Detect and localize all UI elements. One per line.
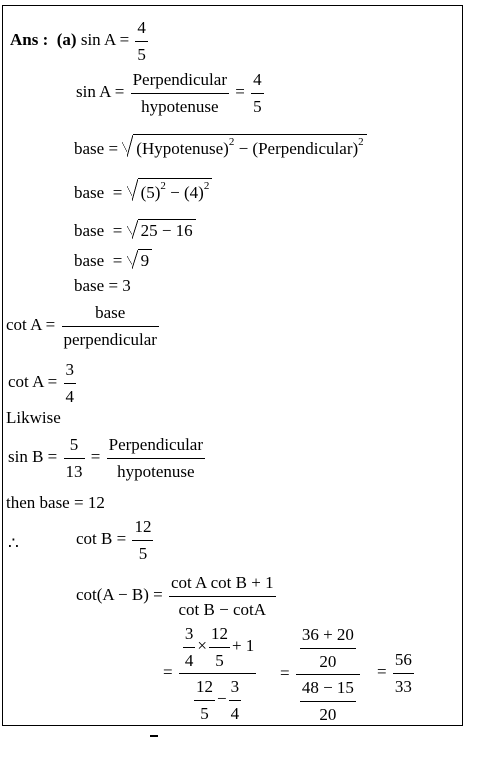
sinA-ratio-den: hypotenuse [141, 96, 219, 116]
four-term: (4) [183, 183, 204, 202]
cot-diff-lhs: cot(A − B) = [76, 584, 163, 604]
sinB-value [64, 435, 85, 481]
bottom-fraction [300, 678, 356, 724]
den: 4 [230, 703, 240, 723]
times-sign: × [197, 635, 207, 655]
sinB-num: 5 [64, 435, 85, 459]
sinA-ratio [131, 70, 229, 116]
sinA-lhs: sin A = [76, 81, 125, 101]
cot-diff-den: cot B − cotA [178, 599, 267, 619]
cotA-num: 3 [64, 360, 77, 384]
power: 2 [228, 136, 235, 148]
answer-label: Ans : [10, 29, 49, 49]
num: 12 [194, 677, 215, 701]
sinA-value-num: 4 [251, 70, 264, 94]
cotA-ratio [62, 303, 159, 349]
equals-sign: = [112, 251, 123, 270]
minus-sign: − [170, 183, 180, 202]
base-diff-root [138, 219, 196, 239]
power: 2 [203, 180, 210, 192]
equals-sign: = [90, 446, 101, 466]
radicand: 25 − 16 [140, 221, 193, 240]
num: 12 [209, 624, 230, 648]
den: 20 [319, 704, 337, 724]
therefore-symbol: ∴ [8, 534, 19, 553]
base-value: base = 3 [74, 276, 131, 295]
cotB-lhs: cot B = [76, 528, 127, 548]
sinA-value-den: 5 [253, 96, 262, 116]
step2-top [296, 625, 360, 675]
base-root [74, 249, 152, 269]
perpendicular-term: (Perpendicular) [252, 139, 359, 158]
sinA-ratio-num: Perpendicular [131, 70, 229, 94]
twelve-fifths [209, 624, 230, 670]
cotA-lhs: cot A = [8, 371, 58, 391]
base-substitution [74, 178, 212, 201]
equals-sign: = [163, 662, 173, 682]
den: 5 [215, 650, 224, 670]
three-fourths [229, 677, 242, 723]
num: 48 − 15 [300, 678, 356, 702]
step3-result [377, 650, 416, 696]
step1-expression [163, 624, 258, 723]
sinA-value [251, 70, 264, 116]
den: 4 [184, 650, 194, 670]
top-fraction [300, 625, 356, 671]
given-denominator: 5 [137, 44, 146, 64]
power: 2 [358, 136, 364, 148]
sinB-den: 13 [65, 461, 83, 481]
then-base: then base = 12 [6, 493, 105, 512]
base-formula-lhs: base = [74, 139, 119, 158]
base-formula-root [133, 134, 366, 157]
base-label: base [74, 183, 105, 202]
part-label: (a) [56, 29, 77, 49]
step2-expression [280, 625, 362, 724]
base-label: base [74, 251, 105, 270]
step1-top [179, 624, 256, 674]
hypotenuse-term: (Hypotenuse) [136, 139, 229, 158]
equals-sign: = [112, 183, 123, 202]
base-formula [74, 134, 367, 157]
num: 36 + 20 [300, 625, 356, 649]
sinB-line [8, 435, 207, 481]
plus-one: + 1 [231, 635, 255, 655]
num: 3 [183, 624, 196, 648]
step2-bottom [296, 675, 360, 724]
sinA-definition [76, 70, 266, 116]
cotA-lhs: cot A = [6, 314, 56, 334]
cotA-ratio-num: base [62, 303, 159, 327]
base-difference [74, 219, 196, 239]
step1-complex-fraction [179, 624, 256, 723]
equals-sign: = [112, 221, 123, 240]
power: 2 [160, 180, 166, 192]
den: 20 [319, 651, 337, 671]
cot-difference-formula [76, 573, 278, 619]
stray-mark [150, 735, 158, 737]
sinB-lhs: sin B = [8, 446, 58, 466]
base-root-radical [138, 249, 153, 269]
cotB-num: 12 [132, 517, 153, 541]
equals-sign: = [377, 661, 387, 681]
equals-sign: = [235, 81, 245, 101]
cot-diff-num: cot A cot B + 1 [169, 573, 276, 597]
minus-sign: − [238, 139, 249, 158]
result-num: 56 [393, 650, 414, 674]
cotA-definition [6, 303, 161, 349]
given-fraction [135, 18, 148, 64]
cotA-ratio-den: perpendicular [63, 329, 157, 349]
cot-diff-fraction [169, 573, 276, 619]
num: 3 [229, 677, 242, 701]
radicand: 9 [140, 251, 150, 270]
given-numerator: 4 [135, 18, 148, 42]
result-den: 33 [394, 676, 412, 696]
given-lhs: sin A = [80, 29, 130, 49]
cotB-line [76, 517, 155, 563]
cotB-den: 5 [138, 543, 148, 563]
result-fraction [393, 650, 414, 696]
five-term: (5) [140, 183, 161, 202]
sinB-ratio [107, 435, 205, 481]
sinB-ratio-num: Perpendicular [107, 435, 205, 459]
cotA-den: 4 [65, 386, 75, 406]
den: 5 [200, 703, 209, 723]
step2-complex-fraction [296, 625, 360, 724]
step1-bottom [179, 674, 256, 723]
given-line [10, 18, 150, 64]
sinB-ratio-den: hypotenuse [117, 461, 195, 481]
base-label: base [74, 221, 105, 240]
base-sub-root [138, 178, 213, 201]
minus-sign: − [217, 689, 227, 709]
twelve-fifths [194, 677, 215, 723]
cotA-value [8, 360, 78, 406]
cotA-fraction [64, 360, 77, 406]
cotB-fraction [132, 517, 153, 563]
likewise-text: Likwise [6, 408, 61, 427]
three-fourths [183, 624, 196, 670]
equals-sign: = [280, 663, 290, 683]
